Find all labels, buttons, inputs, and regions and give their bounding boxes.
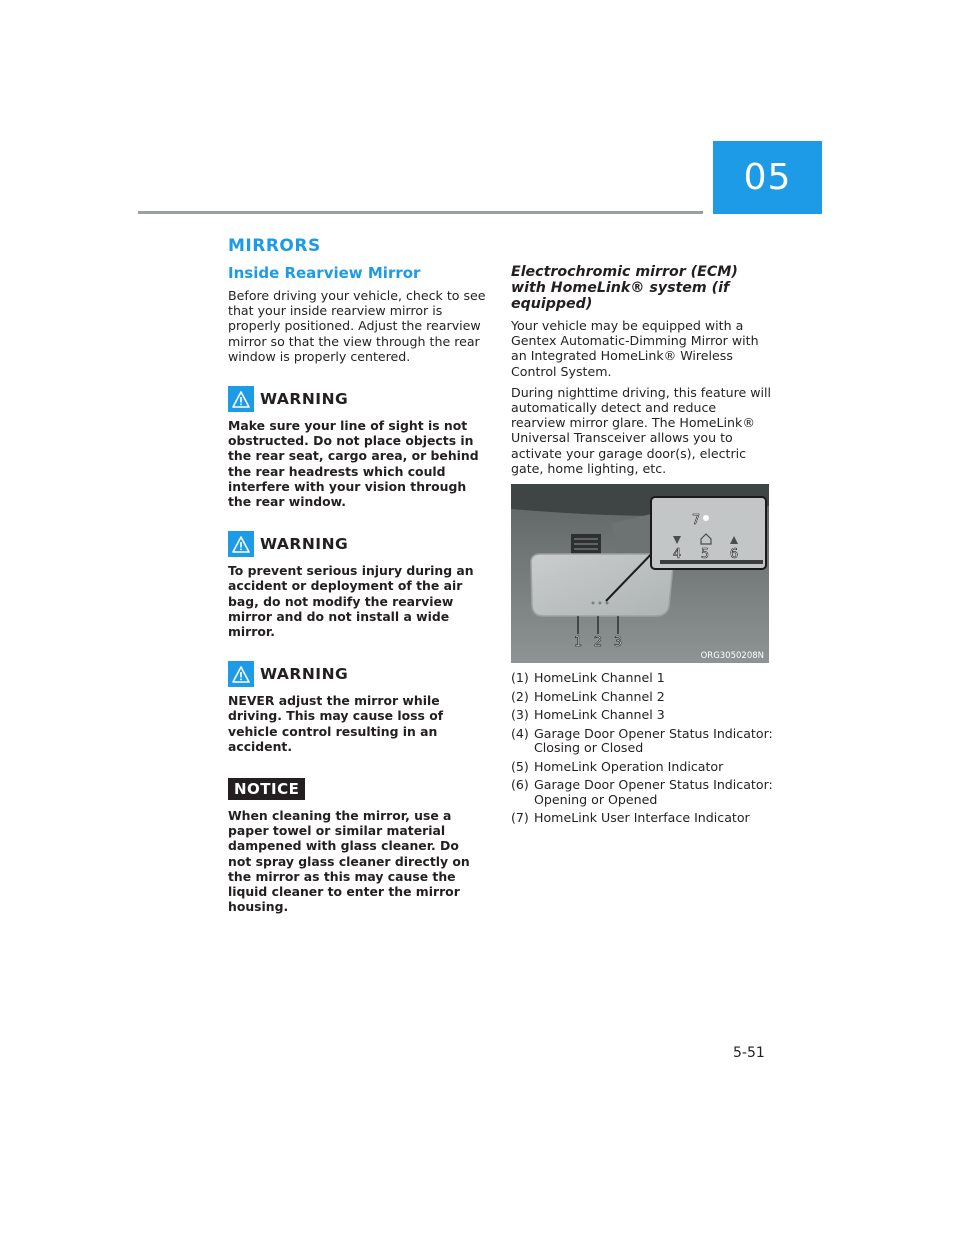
legend-text: Garage Door Opener Status Indicator: Opening or Opened bbox=[534, 777, 773, 807]
warning-label: WARNING bbox=[260, 390, 349, 409]
callout-4: 4 bbox=[672, 547, 682, 563]
callout-3: 3 bbox=[613, 635, 623, 651]
mirror-figure bbox=[511, 484, 769, 663]
legend-number: (6) bbox=[511, 777, 529, 793]
warning-icon bbox=[228, 386, 254, 412]
legend-number: (3) bbox=[511, 707, 529, 723]
header-rule bbox=[138, 211, 703, 214]
warning-text: NEVER adjust the mirror while driving. This may cause loss of vehicle control resulting in an accident. bbox=[228, 693, 444, 754]
feature-paragraph-1: Your vehicle may be equipped with a Gentex Automatic-Dimming Mirror with an Integrated HomeLink® Wireless Control System. bbox=[511, 318, 759, 379]
list-item bbox=[511, 811, 773, 826]
warning-label: WARNING bbox=[260, 665, 349, 684]
callout-6: 6 bbox=[729, 547, 739, 563]
legend-number: (4) bbox=[511, 725, 529, 741]
legend-text: Garage Door Opener Status Indicator: Closing or Closed bbox=[534, 725, 773, 756]
legend-text: HomeLink Channel 3 bbox=[534, 707, 665, 723]
legend-number: (7) bbox=[511, 810, 529, 826]
legend-text: HomeLink Channel 1 bbox=[534, 670, 665, 686]
notice-block bbox=[228, 778, 486, 914]
warning-label: WARNING bbox=[260, 535, 349, 554]
warning-icon bbox=[228, 531, 254, 557]
warning-text: To prevent serious injury during an accident or deployment of the air bag, do not modify the rearview mirror and do not install a wide mirror. bbox=[228, 563, 474, 640]
callout-5: 5 bbox=[700, 547, 710, 563]
legend-number: (1) bbox=[511, 670, 529, 686]
mirror-illustration bbox=[511, 484, 769, 663]
feature-paragraph-2: During nighttime driving, this feature will automatically detect and reduce rearview mirror glare. The HomeLink® Universal Transceiver allows you to activate your garage door(s), electric gate, home lighting, etc. bbox=[511, 384, 772, 476]
warning-block-3 bbox=[228, 661, 486, 754]
warning-block-1 bbox=[228, 386, 486, 509]
left-column bbox=[228, 236, 486, 914]
subsection-title: Inside Rearview Mirror bbox=[228, 264, 421, 282]
warning-text: Make sure your line of sight is not obstructed. Do not place objects in the rear seat, cargo area, or behind the rear headrests which could interfere with your vision through the rear window. bbox=[228, 418, 479, 510]
legend-number: (5) bbox=[511, 758, 529, 774]
list-item bbox=[511, 760, 773, 775]
callout-1: 1 bbox=[573, 635, 583, 651]
figure-code: ORG3050208N bbox=[700, 651, 764, 662]
list-item bbox=[511, 690, 773, 705]
legend-text: HomeLink Channel 2 bbox=[534, 688, 665, 704]
callout-2: 2 bbox=[593, 635, 603, 651]
callout-7: 7 bbox=[691, 513, 701, 529]
notice-text: When cleaning the mirror, use a paper towel or similar material dampened with glass cleaner. Do not spray glass cleaner directly on the mirror as this may cause the liquid cleaner to enter the mirror housing. bbox=[228, 808, 470, 915]
legend-list bbox=[511, 671, 773, 826]
section-title: MIRRORS bbox=[228, 236, 321, 256]
feature-title: Electrochromic mirror (ECM) with HomeLink® system (if equipped) bbox=[511, 264, 738, 312]
list-item bbox=[511, 671, 773, 686]
page-number: 5-51 bbox=[733, 1045, 765, 1061]
chapter-tab: 05 bbox=[713, 141, 822, 214]
warning-icon bbox=[228, 661, 254, 687]
notice-label: NOTICE bbox=[228, 778, 305, 800]
list-item bbox=[511, 727, 773, 756]
right-column bbox=[511, 264, 773, 830]
list-item bbox=[511, 708, 773, 723]
legend-text: HomeLink User Interface Indicator bbox=[534, 810, 750, 826]
list-item bbox=[511, 778, 773, 807]
intro-paragraph: Before driving your vehicle, check to see that your inside rearview mirror is properly positioned. Adjust the rearview mirror so that the view through the rear window is properly centered. bbox=[228, 288, 486, 364]
legend-number: (2) bbox=[511, 688, 529, 704]
warning-block-2 bbox=[228, 531, 486, 639]
legend-text: HomeLink Operation Indicator bbox=[534, 758, 724, 774]
